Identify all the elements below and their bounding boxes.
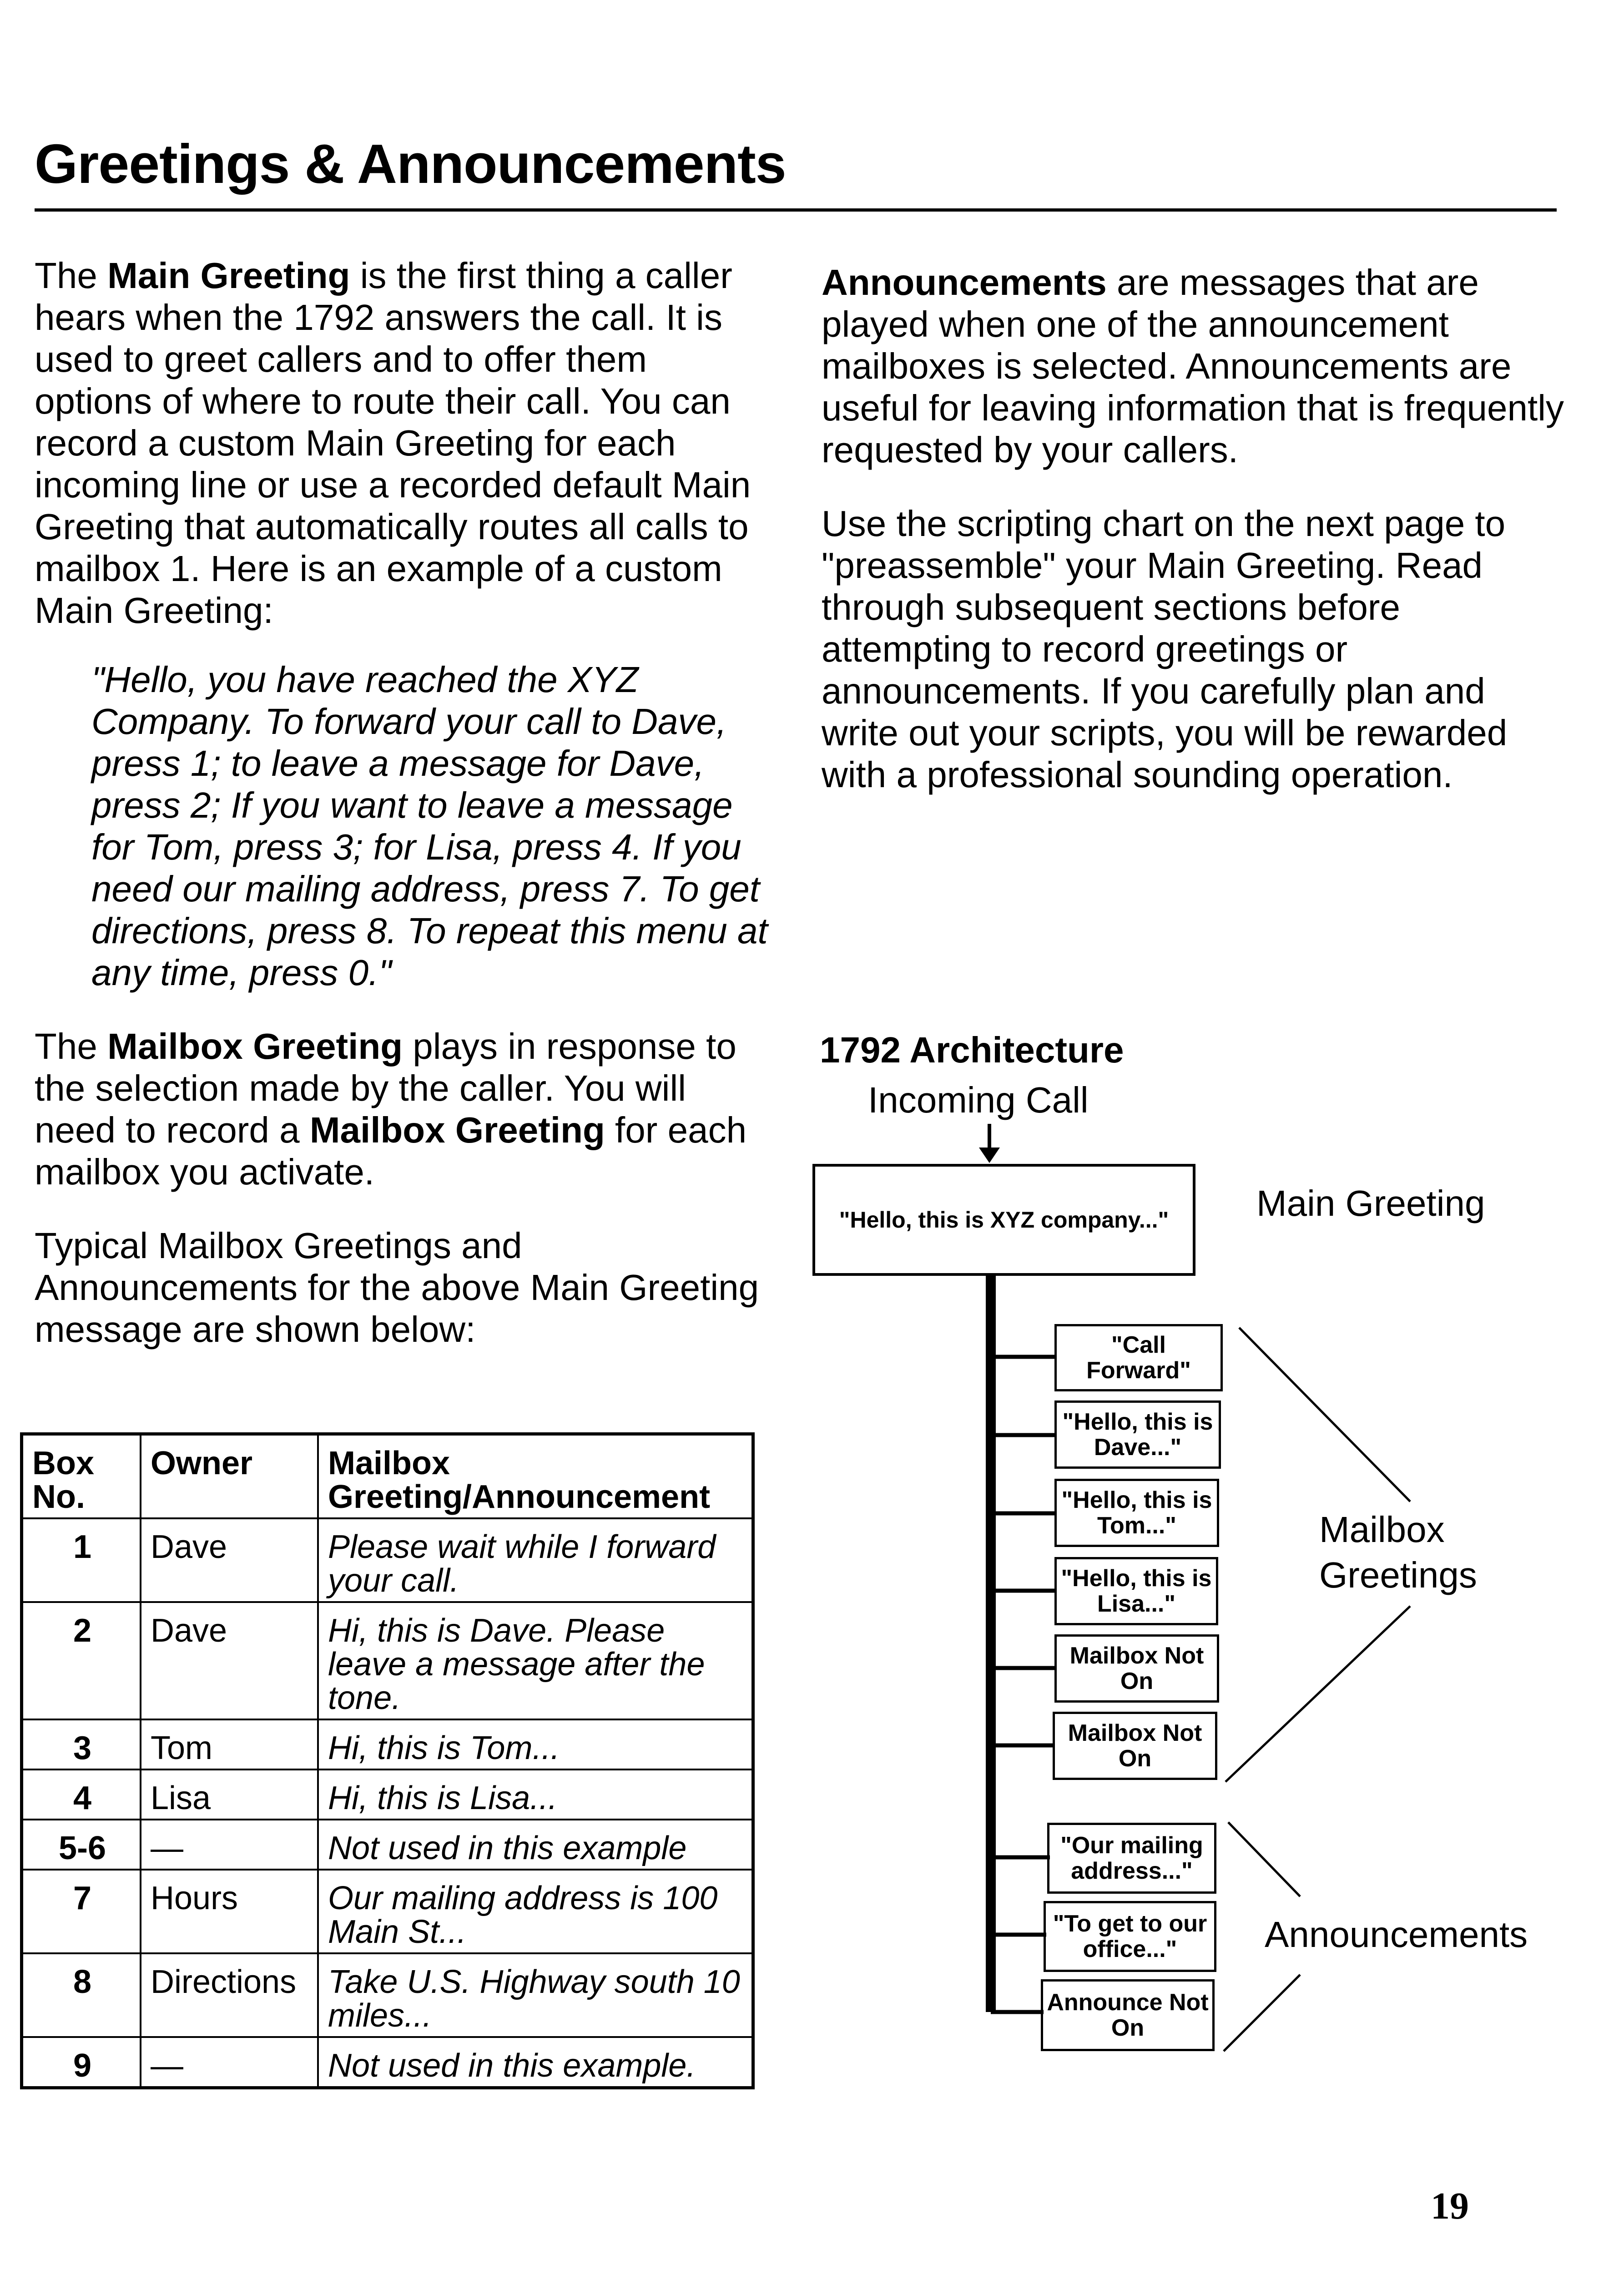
text-run: The bbox=[35, 255, 108, 296]
box-number: 3 bbox=[22, 1719, 141, 1769]
dave-greeting-box: "Hello, this is Dave..." bbox=[1054, 1400, 1221, 1469]
table-row bbox=[22, 1602, 753, 1719]
column-header: Owner bbox=[141, 1434, 318, 1519]
call-forward-box: "Call Forward" bbox=[1054, 1324, 1223, 1391]
greeting-cell: Not used in this example bbox=[318, 1820, 753, 1870]
box-number: 8 bbox=[22, 1953, 141, 2037]
mailbox-greetings-label: Mailbox Greetings bbox=[1319, 1509, 1477, 1595]
lisa-greeting-box: "Hello, this is Lisa..." bbox=[1054, 1557, 1218, 1625]
greeting-cell: Hi, this is Lisa... bbox=[318, 1769, 753, 1820]
box-number: 5-6 bbox=[22, 1820, 141, 1870]
greeting-cell: Take U.S. Highway south 10 miles... bbox=[318, 1953, 753, 2037]
table-row bbox=[22, 1953, 753, 2037]
typical-greetings-paragraph: Typical Mailbox Greetings and Announcements for the above Main Greeting message are shown below: bbox=[35, 1225, 759, 1350]
bold-term: Mailbox Greeting bbox=[309, 1110, 605, 1150]
table-row bbox=[22, 1870, 753, 1953]
main-greeting-label: Main Greeting bbox=[1256, 1183, 1485, 1223]
mailbox-not-on-box: Mailbox Not On bbox=[1054, 1634, 1219, 1703]
text-run: are messages that are played when one of the announcement mailboxes is selected. Announcements are useful for leaving information that is frequently requested by your callers. bbox=[822, 262, 1564, 470]
mailing-address-box: "Our mailing address..." bbox=[1047, 1823, 1216, 1894]
greeting-cell: Not used in this example. bbox=[318, 2037, 753, 2088]
left-column bbox=[35, 255, 772, 1350]
table-header-row bbox=[22, 1434, 753, 1519]
text-run: plays in response to the selection made by the caller. You will need to record a bbox=[35, 1026, 736, 1150]
box-number: 7 bbox=[22, 1870, 141, 1953]
box-number: 1 bbox=[22, 1518, 141, 1602]
owner-cell: Hours bbox=[141, 1870, 318, 1953]
greeting-cell: Our mailing address is 100 Main St... bbox=[318, 1870, 753, 1953]
office-directions-box: "To get to our office..." bbox=[1044, 1901, 1216, 1972]
owner-cell: — bbox=[141, 1820, 318, 1870]
example-quote: "Hello, you have reached the XYZ Company. To forward your call to Dave, press 1; to leave a message for Dave, press 2; If you want to leave a message for Tom, press 3; for Lisa, press 4. If you need our mailing address, press 7. To get directions, press 8. To repeat this menu at any time, press 0." bbox=[91, 659, 768, 993]
table-row bbox=[22, 1518, 753, 1602]
box-number: 9 bbox=[22, 2037, 141, 2088]
text-run: is the first thing a caller hears when the 1792 answers the call. It is used to greet callers and to offer them options of where to route their call. You can record a custom Main Greeting for each incoming line or use a recorded default Main Greeting that automatically routes all calls to mailbox 1. Here is an example of a custom Main Greeting: bbox=[35, 255, 751, 631]
table-row bbox=[22, 2037, 753, 2088]
mailbox-table bbox=[20, 1432, 755, 2089]
owner-cell: Tom bbox=[141, 1719, 318, 1769]
mailbox-greeting-paragraph bbox=[35, 1026, 772, 1193]
announcements-paragraph bbox=[822, 262, 1568, 471]
main-greeting-paragraph bbox=[35, 255, 772, 632]
owner-cell: Directions bbox=[141, 1953, 318, 2037]
box-number: 4 bbox=[22, 1769, 141, 1820]
owner-cell: Dave bbox=[141, 1518, 318, 1602]
text-run: for each mailbox you activate. bbox=[35, 1110, 747, 1192]
right-column bbox=[822, 262, 1568, 796]
owner-cell: Dave bbox=[141, 1602, 318, 1719]
table-row bbox=[22, 1820, 753, 1870]
table-row bbox=[22, 1719, 753, 1769]
announce-not-on-box: Announce Not On bbox=[1041, 1979, 1215, 2051]
mailbox-not-on-box: Mailbox Not On bbox=[1053, 1712, 1217, 1780]
diagram-title: 1792 Architecture bbox=[820, 1030, 1124, 1070]
owner-cell: — bbox=[141, 2037, 318, 2088]
table-row bbox=[22, 1769, 753, 1820]
page-number: 19 bbox=[1431, 2185, 1469, 2227]
scripting-paragraph: Use the scripting chart on the next page to "preassemble" your Main Greeting. Read through subsequent sections before attempting to record greetings or announcements. If you carefully plan and write out your scripts, you will be rewarded with a professional sounding operation. bbox=[822, 503, 1508, 795]
column-header: Box No. bbox=[22, 1434, 141, 1519]
greeting-cell: Hi, this is Tom... bbox=[318, 1719, 753, 1769]
main-greeting-box: "Hello, this is XYZ company..." bbox=[812, 1164, 1195, 1276]
text-run: The bbox=[35, 1026, 108, 1067]
announcements-label: Announcements bbox=[1265, 1914, 1528, 1955]
bold-term: Announcements bbox=[822, 262, 1107, 303]
owner-cell: Lisa bbox=[141, 1769, 318, 1820]
bold-term: Mailbox Greeting bbox=[107, 1026, 403, 1067]
column-header: Mailbox Greeting/Announcement bbox=[318, 1434, 753, 1519]
page-title: Greetings & Announcements bbox=[35, 133, 786, 195]
box-number: 2 bbox=[22, 1602, 141, 1719]
incoming-call-label: Incoming Call bbox=[868, 1080, 1089, 1120]
tom-greeting-box: "Hello, this is Tom..." bbox=[1054, 1479, 1219, 1547]
bold-term: Main Greeting bbox=[107, 255, 350, 296]
greeting-cell: Hi, this is Dave. Please leave a message after the tone. bbox=[318, 1602, 753, 1719]
greeting-cell: Please wait while I forward your call. bbox=[318, 1518, 753, 1602]
title-rule bbox=[35, 208, 1557, 212]
